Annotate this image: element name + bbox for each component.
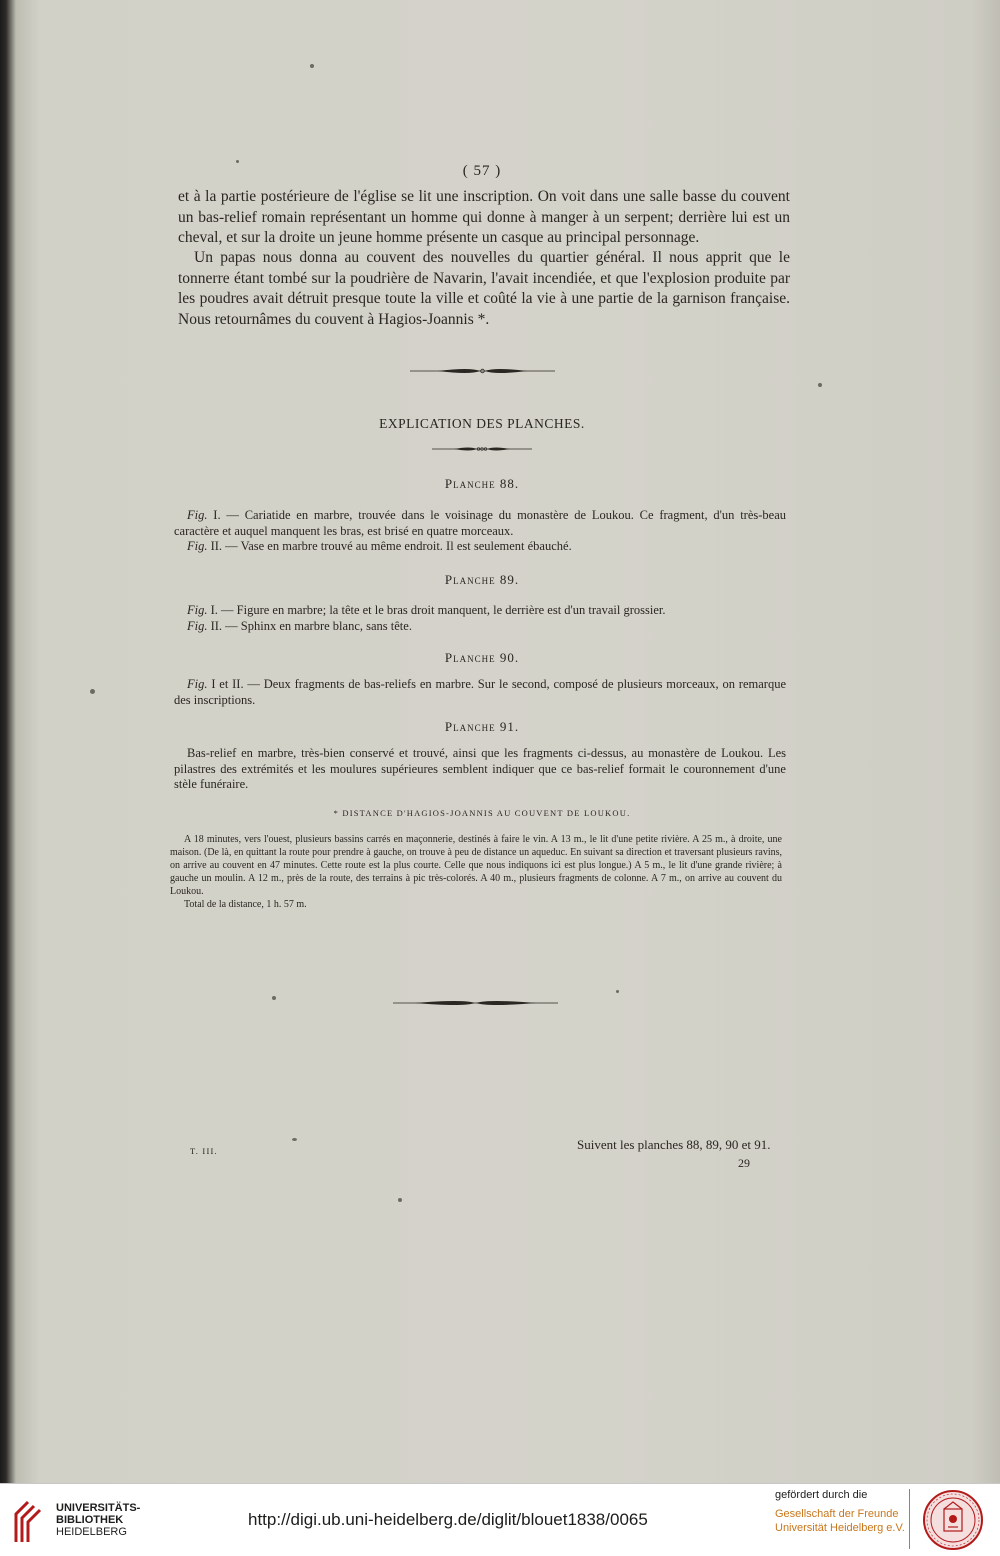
sponsor-name-line: Gesellschaft der Freunde [775,1508,899,1520]
second-paragraph: Un papas nous donna au couvent des nouvelles du quartier général. Il nous apprit que le tonnerre étant tombé sur la poudrière de Navarin, l'avait incendiée, et que l'explosion produite par les poudres avait détruit presque toute la ville et coûté la vie à une partie de la garnison française. Nous retournâmes du couvent à Hagios-Joannis *. [178,249,790,328]
library-name-line: UNIVERSITÄTS- [56,1502,141,1514]
paper-speck [818,383,822,387]
plate-89-description [174,603,786,634]
sponsor-name-line: Universität Heidelberg e.V. [775,1522,905,1534]
fig-label: Fig. [187,539,208,553]
permalink-url[interactable]: http://digi.ub.uni-heidelberg.de/diglit/blouet1838/0065 [248,1510,648,1529]
paper-speck [272,996,276,1000]
library-name-line: HEIDELBERG [56,1526,127,1538]
plate-title: Planche 88. [444,476,520,491]
opening-paragraph: et à la partie postérieure de l'église se lit une inscription. On voit dans une salle basse du couvent un bas-relief romain représentant un homme qui donne à manger à un serpent; derrière lui est un cheval, et sur la droite un jeune homme présente un casque au principal personnage. [178,188,790,246]
library-name-line: BIBLIOTHEK [56,1514,124,1526]
footnote-text: A 18 minutes, vers l'ouest, plusieurs bassins carrés en maçonnerie, destinés à faire le vin. A 13 m., le lit d'une petite rivière. A 25 m., à droite, une maison. (De là, en quittant la route pour prendre à gauche, on trouve à peu de distance un aqueduc. En suivant sa direction et traversant plusieurs ravins, on arrive au couvent en 47 minutes. Cette route est la plus courte. Celle que nous indiquons ici est plus longue.) A 5 m., le lit d'une grande rivière; à gauche un moulin. A 12 m., près de la route, des terrains à pic très-colorés. A 40 m., plusieurs fragments de colonne. A 7 m., on arrive au couvent du Loukou. [170,834,782,897]
fig-text: Bas-relief en marbre, très-bien conservé et trouvé, ainsi que les fragments ci-dessus, au monastère de Loukou. Les pilastres des extrémités et les moulures supérieures semblent indiquer que ce bas-relief formait le couronnement d'une stèle funéraire. [174,746,786,791]
university-seal-icon [922,1489,984,1551]
paper-speck [616,990,619,993]
fig-label: Fig. [187,508,208,522]
footnote-body [170,833,782,911]
fig-label: Fig. [187,618,208,633]
tome-marker: T. III. [190,1146,218,1156]
fig-entry [174,677,786,708]
fig-label: Fig. [187,603,208,617]
plate-90-description [174,677,786,708]
fig-label: Fig. [187,677,208,691]
fig-entry [174,603,786,619]
ornament-divider [410,366,555,376]
fig-text: II. — Vase en marbre trouvé au même endroit. Il est seulement ébauché. [210,539,572,553]
library-name[interactable] [56,1502,140,1538]
ornament-divider [393,998,558,1008]
fig-text: II. — Sphinx en marbre blanc, sans tête. [210,618,412,633]
fig-text: I. — Figure en marbre; la tête et le bras droit manquent, le derrière est d'un travail grossier. [210,603,666,617]
fig-entry [174,746,786,793]
viewer-footer-bar [0,1483,1000,1556]
sponsor-name[interactable] [775,1507,905,1535]
footnote-total: Total de la distance, 1 h. 57 m. [184,899,307,910]
university-library-logo-icon[interactable] [10,1494,48,1548]
paper-speck [90,689,95,694]
plate-title: Planche 90. [444,650,520,665]
signature-number: 29 [738,1156,750,1170]
plate-88-description [174,508,786,555]
page-number: ( 57 ) [462,163,502,179]
plate-91-description [174,746,786,793]
fig-entry [174,619,786,635]
paper-speck [292,1138,297,1141]
paper-speck [310,64,314,68]
ornament-divider [432,444,532,454]
plate-title: Planche 89. [444,572,520,587]
paper-speck [398,1198,402,1202]
fig-entry [174,508,786,539]
fig-text: I. — Cariatide en marbre, trouvée dans le voisinage du monastère de Loukou. Ce fragment, d'un très-beau caractère et auquel manquent les bras, est brisé en quatre morceaux. [174,508,787,538]
footer-divider [909,1489,910,1549]
fig-entry [174,539,786,555]
following-plates-note: Suivent les planches 88, 89, 90 et 91. [577,1137,771,1152]
fig-text: I et II. — Deux fragments de bas-reliefs en marbre. Sur le second, composé de plusieurs morceaux, on remarque des inscriptions. [174,677,787,707]
section-title: EXPLICATION DES PLANCHES. [379,416,585,431]
sponsor-label: gefördert durch die [775,1489,868,1501]
plate-title: Planche 91. [444,719,520,734]
footnote-title: * DISTANCE D'HAGIOS-JOANNIS AU COUVENT DE LOUKOU. [333,808,631,818]
